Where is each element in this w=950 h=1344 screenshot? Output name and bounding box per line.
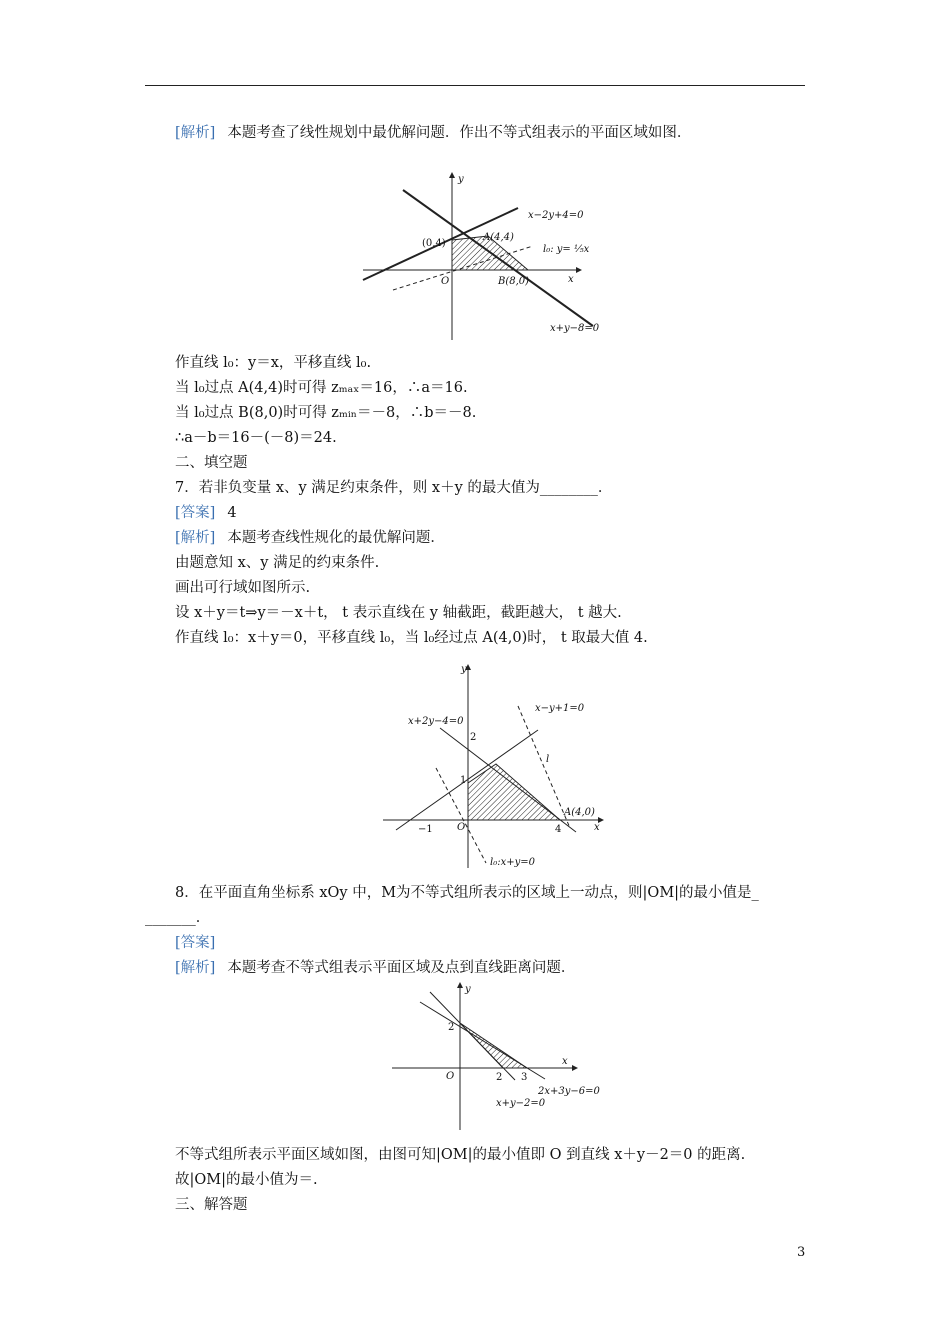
q8-line-1: 不等式组所表示平面区域如图，由图可知|OM|的最小值即 O 到直线 x＋y－2＝0 的距离. <box>175 1147 746 1163</box>
q8-analysis <box>175 958 575 978</box>
tick-1: 1 <box>460 775 467 786</box>
tick-4: 4 <box>555 824 562 835</box>
origin-label: O <box>457 822 466 833</box>
point-04-label: (0,4) <box>422 238 446 249</box>
analysis-text: 本题考查线性规化的最优解问题． <box>227 530 445 546</box>
answer-tag: [答案] <box>175 505 216 521</box>
y-label: y <box>458 174 464 185</box>
analysis-text: 本题考查了线性规划中最优解问题．作出不等式组表示的平面区域如图． <box>227 125 692 141</box>
tick-3: 3 <box>521 1072 528 1083</box>
origin-label: O <box>446 1071 455 1082</box>
q7-question: 7．若非负变量 x、y 满足约束条件，则 x＋y 的最大值为________． <box>175 480 613 496</box>
l0-label: l₀: y= ⅕x <box>543 244 590 255</box>
line-a-label: 2x+3y−6=0 <box>538 1086 600 1097</box>
q6-line-3: 当 l₀过点 B(8,0)时可得 zₘᵢₙ＝－8，∴b＝－8. <box>175 405 477 421</box>
analysis-tag: [解析] <box>175 125 216 141</box>
line-2x+3y-6 <box>420 1002 545 1079</box>
line-x+y-2 <box>430 992 515 1080</box>
figure-1 <box>358 168 618 343</box>
point-a-label: A(4,4) <box>483 232 514 243</box>
q6-line-2: 当 l₀过点 A(4,4)时可得 zₘₐₓ＝16，∴a＝16. <box>175 380 468 396</box>
x-label: x <box>594 822 600 833</box>
header-rule <box>145 85 805 86</box>
analysis-text: 本题考查不等式组表示平面区域及点到直线距离问题． <box>227 960 576 976</box>
q8-question: 8．在平面直角坐标系 xOy 中，M为不等式组所表示的区域上一动点，则|OM|的最小值是_ <box>175 885 759 901</box>
point-a-label: A(4,0) <box>564 807 595 818</box>
q6-line-4: ∴a－b＝16－(－8)＝24. <box>175 430 337 446</box>
q7-line-4: 作直线 l₀：x＋y＝0，平移直线 l₀，当 l₀经过点 A(4,0)时， t 取最大值 4. <box>175 630 648 646</box>
y-label: y <box>465 984 471 995</box>
q8-question-cont: _______． <box>145 910 211 926</box>
q6-line-1: 作直线 l₀：y＝x，平移直线 l₀. <box>175 355 372 371</box>
section-fill-title: 二、填空题 <box>175 455 248 471</box>
answer-text: 4 <box>227 505 237 521</box>
line-a-label: x−y+1=0 <box>535 703 585 714</box>
analysis-tag: [解析] <box>175 530 216 546</box>
q7-line-2: 画出可行域如图所示. <box>175 580 311 596</box>
axes <box>392 982 578 1130</box>
tick-2: 2 <box>470 732 477 743</box>
x-label: x <box>562 1056 568 1067</box>
line-b-label: x+y−2=0 <box>496 1098 546 1109</box>
q8-line-2: 故|OM|的最小值为＝. <box>175 1172 318 1188</box>
q7-analysis <box>175 528 445 548</box>
page-number: 3 <box>797 1245 806 1260</box>
line-b-label: x+2y−4=0 <box>408 716 464 727</box>
origin-label: O <box>441 276 450 287</box>
point-b-label: B(8,0) <box>498 276 530 287</box>
q7-line-1: 由题意知 x、y 满足的约束条件. <box>175 555 380 571</box>
figure-3 <box>390 980 610 1135</box>
l0-label: l₀:x+y=0 <box>490 857 535 868</box>
tick-2-y: 2 <box>448 1022 455 1033</box>
q6-analysis <box>175 123 691 143</box>
answer-tag: [答案] <box>175 935 216 951</box>
x-label: x <box>568 274 574 285</box>
tick-2-x: 2 <box>496 1072 503 1083</box>
l-label: l <box>546 754 550 765</box>
y-label: y <box>461 664 467 675</box>
tick-minus-1: −1 <box>418 824 433 835</box>
analysis-tag: [解析] <box>175 960 216 976</box>
line1-label: x−2y+4=0 <box>528 210 584 221</box>
line2-label: x+y−8=0 <box>550 323 600 334</box>
q7-line-3: 设 x＋y＝t⇒y＝－x＋t， t 表示直线在 y 轴截距，截距越大， t 越大. <box>175 605 622 621</box>
section-solve-title: 三、解答题 <box>175 1197 248 1213</box>
figure-2 <box>378 658 610 873</box>
q7-answer <box>175 503 237 523</box>
q8-answer <box>175 933 227 953</box>
